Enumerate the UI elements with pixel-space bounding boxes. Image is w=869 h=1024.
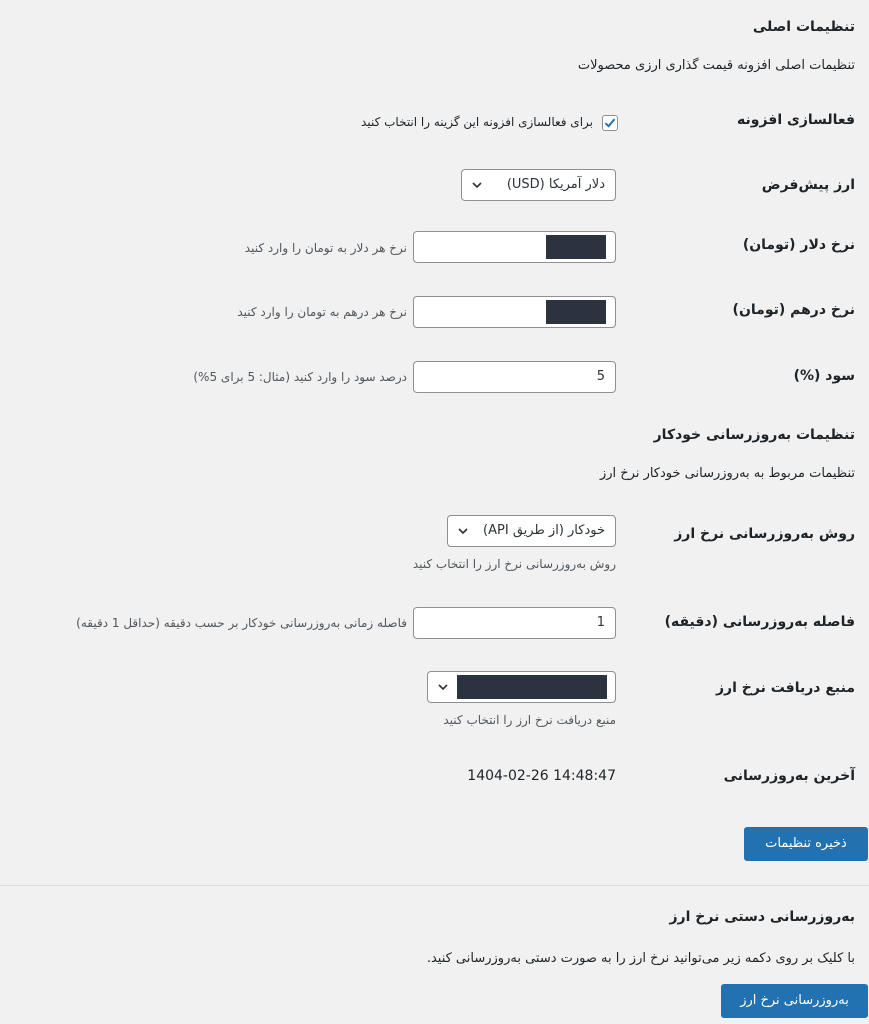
manual-update-description: با کلیک بر روی دکمه زیر می‌توانید نرخ ارز را به صورت دستی به‌روزرسانی کنید. — [426, 951, 855, 966]
dollar-rate-hint: نرخ هر دلار به تومان را وارد کنید — [244, 241, 407, 255]
redacted-value — [457, 675, 607, 699]
rate-source-label: منبع دریافت نرخ ارز — [715, 680, 855, 696]
profit-hint: درصد سود را وارد کنید (مثال: 5 برای 5%) — [193, 370, 407, 384]
default-currency-value: دلار آمریکا (USD) — [506, 177, 605, 192]
update-interval-label: فاصله به‌روزرسانی (دقیقه) — [664, 614, 855, 630]
last-update-value: 1404-02-26 14:48:47 — [467, 768, 616, 784]
profit-value: 5 — [596, 369, 605, 384]
checkmark-icon — [603, 116, 617, 130]
redacted-value — [546, 300, 606, 324]
default-currency-select[interactable] — [461, 169, 616, 201]
activation-label: فعالسازی افزونه — [737, 112, 855, 128]
main-settings-description: تنظیمات اصلی افزونه قیمت گذاری ارزی محصولات — [577, 58, 855, 73]
save-settings-button[interactable]: ذخیره تنظیمات — [744, 827, 868, 861]
dollar-rate-label: نرخ دلار (تومان) — [742, 237, 855, 253]
last-update-label: آخرین به‌روزرسانی — [723, 768, 855, 784]
dirham-rate-label: نرخ درهم (تومان) — [732, 302, 855, 318]
main-settings-title: تنظیمات اصلی — [752, 19, 855, 35]
dirham-rate-input[interactable] — [413, 296, 616, 328]
update-interval-value: 1 — [596, 615, 605, 630]
chevron-down-icon — [437, 681, 449, 693]
section-divider — [0, 885, 869, 886]
auto-update-title: تنظیمات به‌روزرسانی خودکار — [653, 427, 855, 443]
profit-label: سود (%) — [793, 368, 855, 384]
manual-update-button[interactable]: به‌روزرسانی نرخ ارز — [721, 984, 868, 1018]
dollar-rate-input[interactable] — [413, 231, 616, 263]
chevron-down-icon — [457, 525, 469, 537]
rate-source-select[interactable] — [427, 671, 616, 703]
update-method-value: خودکار (از طریق API) — [483, 523, 605, 538]
redacted-value — [546, 235, 606, 259]
update-method-hint: روش به‌روزرسانی نرخ ارز را انتخاب کنید — [412, 557, 616, 571]
auto-update-description: تنظیمات مربوط به به‌روزرسانی خودکار نرخ ارز — [599, 466, 855, 481]
activation-checkbox-text: برای فعالسازی افزونه این گزینه را انتخاب کنید — [361, 115, 593, 129]
rate-source-hint: منبع دریافت نرخ ارز را انتخاب کنید — [443, 713, 616, 727]
update-method-select[interactable] — [447, 515, 616, 547]
update-interval-hint: فاصله زمانی به‌روزرسانی خودکار بر حسب دقیقه (حداقل 1 دقیقه) — [76, 616, 407, 630]
dirham-rate-hint: نرخ هر درهم به تومان را وارد کنید — [237, 305, 407, 319]
default-currency-label: ارز پیش‌فرض — [761, 177, 855, 193]
update-method-label: روش به‌روزرسانی نرخ ارز — [674, 526, 855, 542]
profit-input[interactable] — [413, 361, 616, 393]
chevron-down-icon — [471, 179, 483, 191]
activation-checkbox[interactable] — [602, 115, 618, 131]
update-interval-input[interactable] — [413, 607, 616, 639]
manual-update-title: به‌روزرسانی دستی نرخ ارز — [669, 909, 855, 925]
